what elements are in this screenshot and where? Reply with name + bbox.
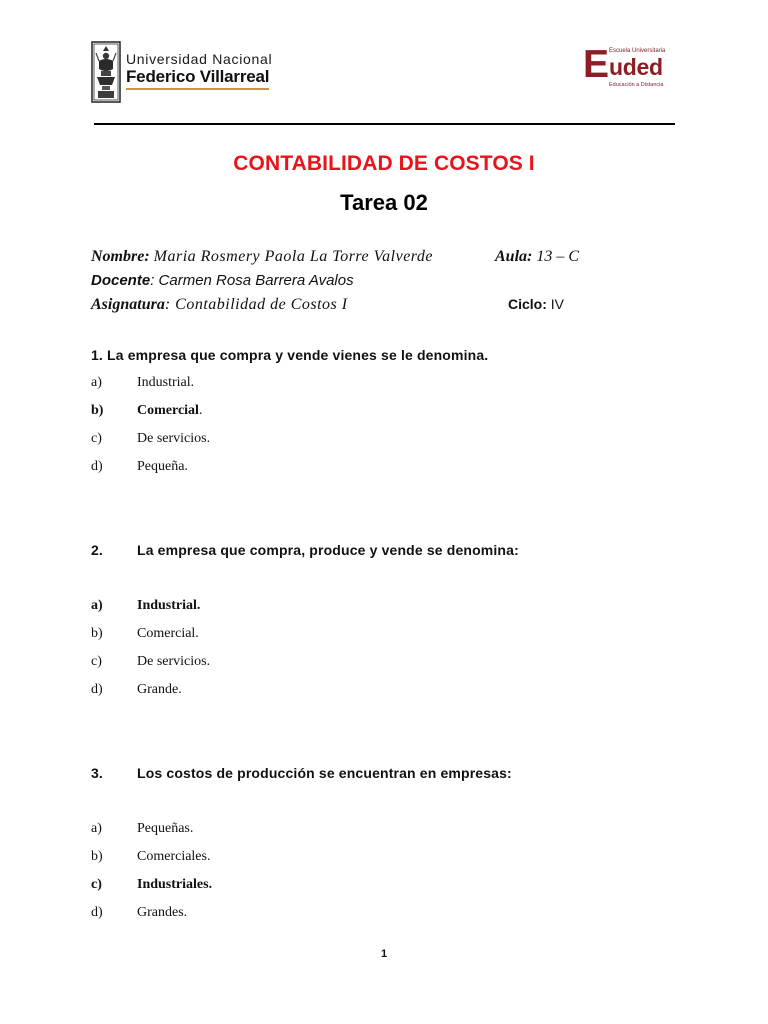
university-crest-icon bbox=[91, 41, 121, 103]
option-letter: b) bbox=[91, 626, 103, 641]
question-3-option-b bbox=[91, 849, 210, 865]
ciclo-row bbox=[508, 296, 564, 312]
document-subtitle: Tarea 02 bbox=[340, 190, 428, 215]
asignatura-row bbox=[91, 296, 348, 314]
nombre-label: Nombre: bbox=[91, 248, 150, 265]
question-2-option-b bbox=[91, 626, 199, 642]
option-text-correct: Comercial bbox=[137, 403, 199, 418]
option-letter: c) bbox=[91, 654, 102, 669]
option-text: De servicios. bbox=[137, 654, 211, 669]
aula-row bbox=[495, 248, 579, 266]
nombre-value: Maria Rosmery Paola La Torre Valverde bbox=[153, 248, 434, 265]
question-1-option-b bbox=[91, 403, 202, 419]
question-1-option-c bbox=[91, 431, 210, 447]
ciclo-label: Ciclo: bbox=[508, 296, 547, 312]
option-text: Grandes. bbox=[137, 905, 188, 920]
euded-logo-word: uded bbox=[609, 54, 663, 80]
aula-value: 13 – C bbox=[536, 248, 580, 265]
option-letter: a) bbox=[91, 821, 102, 836]
option-text-correct: Industrial. bbox=[137, 598, 201, 613]
question-3-number: 3. bbox=[91, 765, 103, 781]
question-3-option-d bbox=[91, 905, 187, 921]
euded-logo-subtext: Educación a Distancia bbox=[609, 82, 664, 88]
option-text: Grande. bbox=[137, 682, 182, 697]
option-text: Pequeñas. bbox=[137, 821, 194, 836]
option-letter: b) bbox=[91, 849, 103, 864]
question-1-text: La empresa que compra y vende vienes se le denomina. bbox=[107, 347, 489, 363]
option-letter: a) bbox=[91, 598, 103, 613]
option-text: Comerciales. bbox=[137, 849, 211, 864]
option-text: Industrial. bbox=[137, 375, 195, 390]
option-text-correct: Industriales. bbox=[137, 877, 213, 892]
option-text: De servicios. bbox=[137, 431, 211, 446]
option-text: Comercial. bbox=[137, 626, 199, 641]
question-2-text: La empresa que compra, produce y vende se denomina: bbox=[137, 542, 519, 558]
unfv-logo-line2: Federico Villarreal bbox=[126, 67, 270, 86]
euded-logo bbox=[583, 43, 678, 94]
aula-label: Aula: bbox=[495, 248, 533, 265]
question-1-option-d bbox=[91, 459, 188, 475]
option-letter: d) bbox=[91, 905, 103, 920]
ciclo-value: IV bbox=[550, 296, 565, 312]
header-divider bbox=[94, 123, 675, 125]
unfv-logo-line1: Universidad Nacional bbox=[126, 51, 273, 67]
unfv-logo bbox=[91, 41, 281, 103]
option-letter: d) bbox=[91, 682, 103, 697]
question-2-number: 2. bbox=[91, 542, 103, 558]
unfv-logo-underline bbox=[126, 88, 269, 90]
question-1-number: 1. bbox=[91, 347, 103, 363]
asignatura-label: Asignatura bbox=[91, 296, 165, 313]
question-2-option-c bbox=[91, 654, 210, 670]
question-2-option-d bbox=[91, 682, 182, 698]
question-1 bbox=[91, 347, 488, 363]
euded-logo-letter: E bbox=[583, 43, 610, 86]
page-number: 1 bbox=[380, 948, 388, 960]
student-name-row bbox=[91, 248, 433, 266]
option-letter: c) bbox=[91, 431, 102, 446]
option-letter: a) bbox=[91, 375, 102, 390]
docente-row bbox=[91, 272, 354, 290]
question-3 bbox=[91, 765, 512, 781]
docente-label: Docente bbox=[91, 272, 151, 289]
document-title: CONTABILIDAD DE COSTOS I bbox=[233, 152, 535, 175]
option-letter: d) bbox=[91, 459, 103, 474]
option-text: Pequeña. bbox=[137, 459, 188, 474]
question-3-option-c bbox=[91, 877, 212, 893]
docente-value: : Carmen Rosa Barrera Avalos bbox=[150, 272, 354, 289]
option-letter: b) bbox=[91, 403, 104, 418]
option-suffix: . bbox=[198, 403, 203, 418]
euded-logo-top-text: Escuela Universitaria bbox=[609, 48, 666, 54]
question-3-text: Los costos de producción se encuentran en empresas: bbox=[137, 765, 512, 781]
asignatura-value: : Contabilidad de Costos I bbox=[164, 296, 348, 313]
question-2-option-a bbox=[91, 598, 200, 614]
question-3-option-a bbox=[91, 821, 193, 837]
question-2 bbox=[91, 542, 519, 558]
option-letter: c) bbox=[91, 877, 102, 892]
question-1-option-a bbox=[91, 375, 194, 391]
